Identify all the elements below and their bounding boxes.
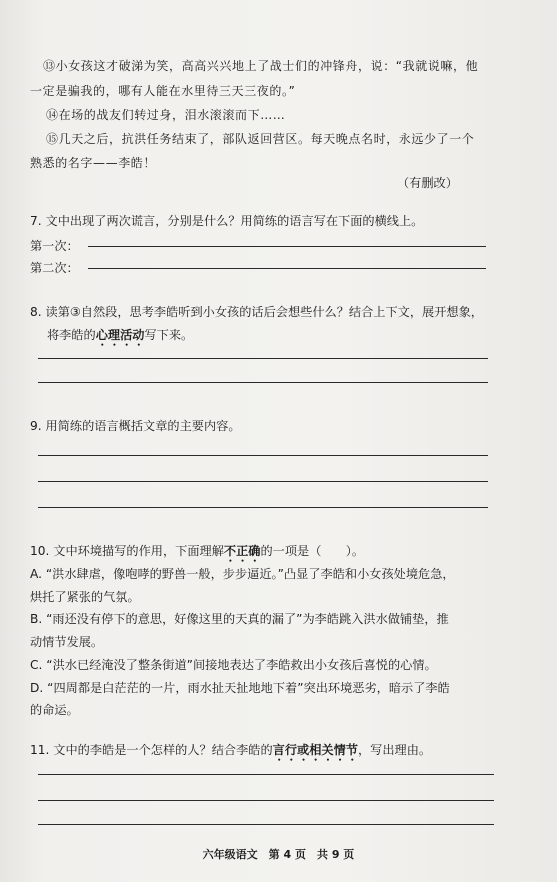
q9-answer-line-2[interactable] <box>38 481 488 482</box>
source-note: （有删改） <box>397 176 458 190</box>
page-footer: 六年级语文 第 4 页 共 9 页 <box>202 848 355 861</box>
q10-option-a-line2: 烘托了紧张的气氛。 <box>30 590 140 604</box>
q8-text-post: 写下来。 <box>144 328 194 342</box>
passage-p15-line2: 熟悉的名字——李皓！ <box>30 156 157 170</box>
q10-stem-post: 的一项是（ ）。 <box>260 544 365 558</box>
passage-p15-line1: ⑮几天之后，抗洪任务结束了，部队返回营区。每天晚点名时，永远少了一个 <box>46 132 475 146</box>
q8-text-pre: 将李皓的 <box>47 328 96 342</box>
q7-first-answer-line[interactable] <box>88 246 486 247</box>
q10-option-d-line1[interactable]: D. “四周都是白茫茫的一片，雨水扯天扯地地下着”突出环境恶劣，暗示了李皓 <box>30 681 450 695</box>
question-7: 7. 文中出现了两次谎言，分别是什么？用简练的语言写在下面的横线上。 <box>30 214 424 228</box>
passage-p14: ⑭在场的战友们转过身，泪水滚滚而下…… <box>46 108 286 122</box>
q11-answer-line-1[interactable] <box>38 774 494 775</box>
q9-answer-line-1[interactable] <box>38 455 488 456</box>
question-10-stem <box>30 543 364 565</box>
q10-option-a-line1[interactable]: A. “洪水肆虐，像咆哮的野兽一般，步步逼近。”凸显了李皓和小女孩处境危急， <box>30 567 455 581</box>
q8-answer-line-2[interactable] <box>38 382 488 383</box>
q11-answer-line-3[interactable] <box>38 824 494 825</box>
q7-second-label: 第二次： <box>30 261 79 275</box>
q11-text-pre: 11. 文中的李皓是一个怎样的人？结合李皓的 <box>30 743 273 757</box>
q10-option-b-line2: 动情节发展。 <box>30 635 104 649</box>
q8-emphasis: 心理活动 <box>95 328 145 342</box>
q11-answer-line-2[interactable] <box>38 800 494 801</box>
q8-answer-line-1[interactable] <box>38 358 488 359</box>
q10-option-b-line1[interactable]: B. “雨还没有停下的意思，好像这里的天真的漏了”为李皓跳入洪水做铺垫，推 <box>30 612 449 626</box>
question-9: 9. 用简练的语言概括文章的主要内容。 <box>30 419 241 433</box>
question-11 <box>30 742 431 764</box>
q7-first-label: 第一次： <box>30 239 79 253</box>
q9-answer-line-3[interactable] <box>38 507 488 508</box>
q10-option-d-line2: 的命运。 <box>30 703 79 717</box>
question-8-line1: 8. 读第③自然段，思考李皓听到小女孩的话后会想些什么？结合上下文，展开想象， <box>30 305 483 319</box>
passage-p13-line1: ⑬小女孩这才破涕为笑，高高兴兴地上了战士们的冲锋舟，说：“我就说嘛，他 <box>43 59 479 73</box>
q11-text-post: ，写出理由。 <box>357 743 432 757</box>
q11-emphasis: 言行或相关情节 <box>272 743 358 757</box>
q10-option-c-line1[interactable]: C. “洪水已经淹没了整条街道”间接地表达了李皓救出小女孩后喜悦的心情。 <box>30 658 437 672</box>
question-8-line2 <box>47 327 193 349</box>
q7-second-answer-line[interactable] <box>88 268 486 269</box>
q10-emphasis: 不正确 <box>223 544 261 558</box>
passage-p13-line2: 一定是骗我的，哪有人能在水里待三天三夜的。” <box>30 84 296 98</box>
q10-stem-pre: 10. 文中环境描写的作用，下面理解 <box>30 544 224 558</box>
